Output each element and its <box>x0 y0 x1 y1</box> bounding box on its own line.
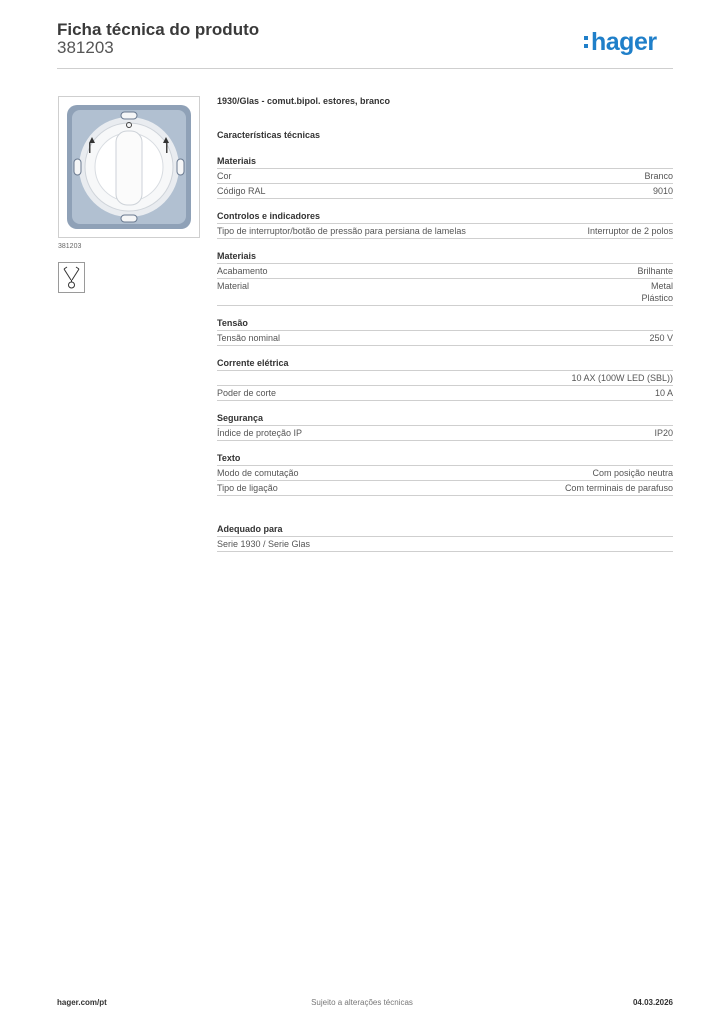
spec-value <box>655 387 673 399</box>
spec-value <box>649 332 673 344</box>
spec-row <box>217 426 673 441</box>
spec-value-line: Interruptor de 2 polos <box>587 226 673 236</box>
section-title: Controlos e indicadores <box>217 211 673 224</box>
spec-section <box>217 453 673 496</box>
spec-label: Tipo de interruptor/botão de pressão para persiana de lamelas <box>217 226 466 236</box>
spec-section <box>217 156 673 199</box>
footer-date: 04.03.2026 <box>632 998 673 1007</box>
section-title: Adequado para <box>217 524 673 537</box>
page-title: Ficha técnica do produto <box>57 20 260 39</box>
characteristics-title: Características técnicas <box>217 130 321 140</box>
spec-section <box>217 413 673 441</box>
spec-row <box>217 279 673 306</box>
spec-value <box>571 372 673 384</box>
spec-row <box>217 169 673 184</box>
spec-section <box>217 318 673 346</box>
spec-value-line: 250 V <box>649 333 673 343</box>
spec-label: Material <box>217 281 250 291</box>
section-title: Tensão <box>217 318 673 331</box>
spec-label: Tensão nominal <box>217 333 281 343</box>
spec-row <box>217 466 673 481</box>
product-image <box>58 96 200 238</box>
spec-label: Serie 1930 / Serie Glas <box>217 539 311 549</box>
footer-notice: Sujeito a alterações técnicas <box>311 998 413 1007</box>
spec-value <box>587 225 673 237</box>
spec-row <box>217 224 673 239</box>
suitable-section <box>217 524 673 552</box>
spec-sections <box>217 156 673 496</box>
spec-value <box>641 280 673 304</box>
spec-value <box>653 185 673 197</box>
specifications <box>217 96 673 552</box>
spec-label: Cor <box>217 171 232 181</box>
spec-value-line: Metal <box>650 281 673 291</box>
spec-value-line: Plástico <box>641 293 673 303</box>
spec-value <box>565 482 673 494</box>
product-code: 381203 <box>57 38 114 57</box>
spec-label: Índice de proteção IP <box>217 428 303 438</box>
spec-label: Acabamento <box>217 266 268 276</box>
spec-row <box>217 537 673 552</box>
section-title: Corrente elétrica <box>217 358 673 371</box>
spec-label: Modo de comutação <box>217 468 299 478</box>
section-title: Materiais <box>217 251 673 264</box>
spec-value <box>592 467 673 479</box>
spec-value-line: Com posição neutra <box>592 468 673 478</box>
product-description: 1930/Glas - comut.bipol. estores, branco <box>217 96 391 106</box>
spec-value-line: IP20 <box>654 428 673 438</box>
spec-section <box>217 211 673 239</box>
rotary-switch-image <box>59 97 199 237</box>
footer-website-link[interactable]: hager.com/pt <box>57 998 107 1007</box>
logo-text: hager <box>591 28 657 56</box>
section-title: Segurança <box>217 413 673 426</box>
spec-value-line: 9010 <box>652 186 673 196</box>
spec-section <box>217 251 673 306</box>
spec-row <box>217 481 673 496</box>
spec-value-line: 10 A <box>654 388 673 398</box>
spec-value-line: 10 AX (100W LED (SBL)) <box>571 373 673 383</box>
spec-value-line: Brilhante <box>637 266 673 276</box>
spec-section <box>217 358 673 401</box>
spec-row <box>217 371 673 386</box>
spec-row <box>217 331 673 346</box>
image-caption: 381203 <box>58 243 82 250</box>
spec-value-line: Com terminais de parafuso <box>564 483 673 493</box>
hager-logo[interactable] <box>591 28 657 57</box>
logo-dots-icon <box>584 36 588 52</box>
spec-value <box>644 170 673 182</box>
spec-label: Código RAL <box>217 186 266 196</box>
section-title: Texto <box>217 453 673 466</box>
spec-value-line: Branco <box>644 171 673 181</box>
spec-label: Poder de corte <box>217 388 277 398</box>
header-divider <box>57 68 673 69</box>
spec-row <box>217 264 673 279</box>
spec-value <box>654 427 673 439</box>
spec-row <box>217 386 673 401</box>
spec-label: Tipo de ligação <box>217 483 278 493</box>
spec-row <box>217 184 673 199</box>
section-title: Materiais <box>217 156 673 169</box>
bipolar-switch-symbol-icon <box>58 262 85 293</box>
spec-value <box>637 265 673 277</box>
